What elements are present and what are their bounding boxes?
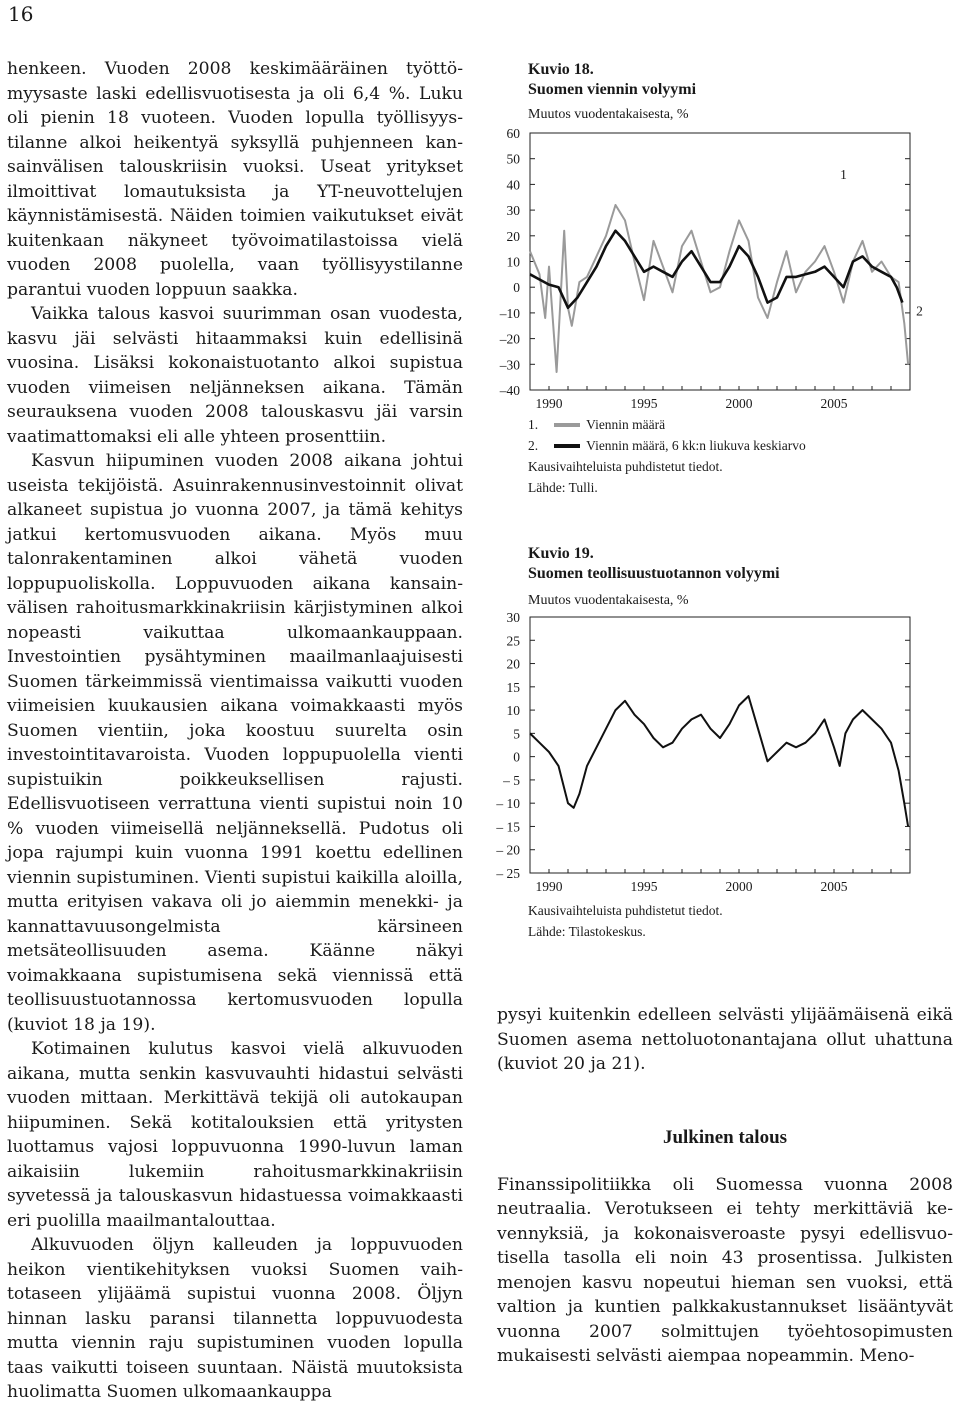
left-column xyxy=(7,57,463,1405)
y-tick-label: 60 xyxy=(506,126,520,141)
plot-frame xyxy=(530,617,910,873)
series-annotation: 2 xyxy=(916,303,923,319)
page-number: 16 xyxy=(8,2,34,26)
paragraph: Alkuvuoden öljyn kalleuden ja loppuvuoden heikon vientikehityksen vuoksi Suomen vaihtotaseen ylijäämä supistui vuonna 2008. Öljyn hinnan lasku paransi tilannetta loppuvuodesta mutta viennin raju supistuminen vuoden lopulla taas vaikutti toiseen suuntaan. Näistä muutoksista huolimatta Suomen ulkomaankauppa xyxy=(7,1235,463,1402)
figure-title: Suomen viennin volyymi xyxy=(528,81,697,98)
y-tick-label: – 15 xyxy=(496,819,520,835)
right-column xyxy=(497,1003,953,1369)
legend-swatch-gray xyxy=(554,423,580,427)
y-tick-label: 50 xyxy=(506,151,520,167)
y-tick-label: 20 xyxy=(506,228,520,244)
series-line-2 xyxy=(530,231,902,308)
chart-19 xyxy=(480,605,950,897)
paragraph: Kotimainen kulutus kasvoi vielä alkuvuoden aikana, mutta senkin kasvuvauhti hidastui selvästi vuoden mittaan. Merkittävä tekijä oli autokaupan hiipuminen. Sekä kotitalouksien että yritysten luottamus vajosi loppuvuonna 1990-luvun laman aikaisiin lukemiin rahoitusmarkkinakriisin syvetessä ja talouskasvun hidastuessa voimakkaasti eri puolilla maailmantalouttaa. xyxy=(7,1039,463,1231)
y-tick-label: 10 xyxy=(506,254,520,270)
series-line-1 xyxy=(530,205,908,372)
figure-source: Lähde: Tilastokeskus. xyxy=(528,924,646,939)
x-tick-label: 2000 xyxy=(725,879,753,894)
paragraph: Vaikka talous kasvoi suurimman osan vuodesta, kasvu jäi selvästi hitaammaksi kuin edellisinä vuosina. Lisäksi kokonaistuotanto alkoi supistua vuoden viimeisen neljänneksen aikana. Tämän seurauksena vuoden 2008 talouskasvu jäi varsin vaatimattomaksi eli alle yhteen prosenttiin. xyxy=(7,304,463,447)
y-tick-label: 0 xyxy=(513,280,520,296)
y-tick-label: 30 xyxy=(506,203,520,219)
y-tick-label: 20 xyxy=(506,656,520,672)
paragraph: henkeen. Vuoden 2008 keskimääräinen työttömyysaste laski edellisvuotisesta ja oli 6,4 %. Luku oli pienin 18 vuoteen. Vuoden lopulla työllisyystilanne alkoi heikentyä syksyllä puhjenneen kansainvälisen talouskriisin vuoksi. Useat yritykset ilmoittivat lomautuksista ja YT-neuvottelujen käynnistämisestä. Näiden toimien vaikutukset eivät kuitenkaan näkyneet työvoimatilastoissa vielä vuoden 2008 puolella, vaan työllisyystilanne parantui vuoden loppuun saakka. xyxy=(7,59,463,300)
legend-item-2 xyxy=(528,438,806,454)
section-heading: Julkinen talous xyxy=(662,1126,788,1148)
y-tick-label: –10 xyxy=(499,305,520,321)
figure-source: Lähde: Tulli. xyxy=(528,480,598,495)
paragraph: pysyi kuitenkin edelleen selvästi ylijäämäisenä eikä Suomen asema nettoluotonantajana ollut uhattuna (kuviot 20 ja 21). xyxy=(497,1005,953,1074)
figure-subtitle: Muutos vuodentakaisesta, % xyxy=(528,593,689,608)
y-tick-label: 15 xyxy=(506,679,520,695)
x-tick-label: 1990 xyxy=(535,396,563,411)
y-tick-label: –20 xyxy=(499,331,520,347)
chart-18 xyxy=(480,118,950,418)
y-tick-label: –30 xyxy=(499,357,520,373)
figure-title: Suomen teollisuustuotannon volyymi xyxy=(528,565,780,582)
y-tick-label: – 25 xyxy=(496,866,520,881)
x-tick-label: 2005 xyxy=(820,396,848,411)
legend-label: Viennin määrä, 6 kk:n liukuva keskiarvo xyxy=(586,438,806,453)
x-tick-label: 2000 xyxy=(725,396,753,411)
y-tick-label: – 20 xyxy=(496,842,520,858)
x-tick-label: 1995 xyxy=(630,879,658,894)
y-tick-label: 0 xyxy=(513,749,520,765)
y-tick-label: 30 xyxy=(506,610,520,625)
y-tick-label: – 5 xyxy=(503,772,520,788)
y-tick-label: –40 xyxy=(499,383,520,398)
legend-label: Viennin määrä xyxy=(586,417,666,432)
legend-item-1 xyxy=(528,417,665,433)
series-line-1 xyxy=(530,696,908,826)
series-annotation: 1 xyxy=(840,167,847,183)
x-tick-label: 1990 xyxy=(535,879,563,894)
figure-subtitle: Muutos vuodentakaisesta, % xyxy=(528,107,689,122)
figure-label: Kuvio 19. xyxy=(528,545,594,562)
figure-note: Kausivaihteluista puhdistetut tiedot. xyxy=(528,459,723,474)
paragraph: Kasvun hiipuminen vuoden 2008 aikana johtui useista tekijöistä. Asuinrakennusinvestoinnit olivat alkaneet supistua jo vuonna 2007, ja tämä kehitys jatkui kertomusvuoden aikana. Myös muu talonrakentaminen alkoi vähetä vuoden loppupuoliskolla. Loppuvuoden aikana kansainvälisen rahoitusmarkkinakriisin kärjistyminen alkoi nopeasti vaikuttaa ulkomaankauppaan. Investointien pysähtyminen maailmanlaajuisesti Suomen tärkeimmissä vientimaissa vaikutti vuoden viimeisien kuukausien aikana voimakkaasti myös Suomen vientiin, joka koostuu suurelta osin investointitavaroista. Vuoden loppupuolella vienti supistuikin poikkeuksellisen rajusti. Edellisvuotiseen verrattuna vienti supistui noin 10 % vuoden viimeisellä neljänneksellä. Pudotus oli jopa rajumpi kuin vuonna 1991 koettu edellinen viennin supistuminen. Vienti supistui kaikilla aloilla, mutta erityisen vakava oli jo aiemmin menekki- ja kannattavuusongelmista kärsineen metsäteollisuuden asema. Käänne näkyi voimakkaana supistumisena sekä viennissä että teollisuustuotannossa kertomusvuoden lopulla (kuviot 18 ja 19). xyxy=(7,451,463,1035)
y-tick-label: 10 xyxy=(506,703,520,719)
legend-swatch-black xyxy=(554,444,580,448)
x-tick-label: 1995 xyxy=(630,396,658,411)
figure-note: Kausivaihteluista puhdistetut tiedot. xyxy=(528,903,723,918)
y-tick-label: 40 xyxy=(506,177,520,193)
y-tick-label: 25 xyxy=(506,633,520,649)
paragraph: Finanssipolitiikka oli Suomessa vuonna 2008 neutraalia. Verotukseen ei tehty merkittäviä kevennyksiä, ja kokonaisveroaste pysyi edellisvuotisella tasolla eli noin 43 prosentissa. Julkisten menojen kasvu nopeutui hieman sen vuoksi, että valtion ja kuntien palkkakustannukset lisääntyvät vuonna 2007 solmittujen työehtosopimusten mukaisesti selvästi aiempaa nopeammin. Meno- xyxy=(497,1174,953,1366)
y-tick-label: 5 xyxy=(513,726,520,742)
x-tick-label: 2005 xyxy=(820,879,848,894)
y-tick-label: – 10 xyxy=(496,796,520,812)
figure-label: Kuvio 18. xyxy=(528,61,594,78)
legend-number: 2. xyxy=(528,438,539,453)
legend-number: 1. xyxy=(528,417,539,432)
